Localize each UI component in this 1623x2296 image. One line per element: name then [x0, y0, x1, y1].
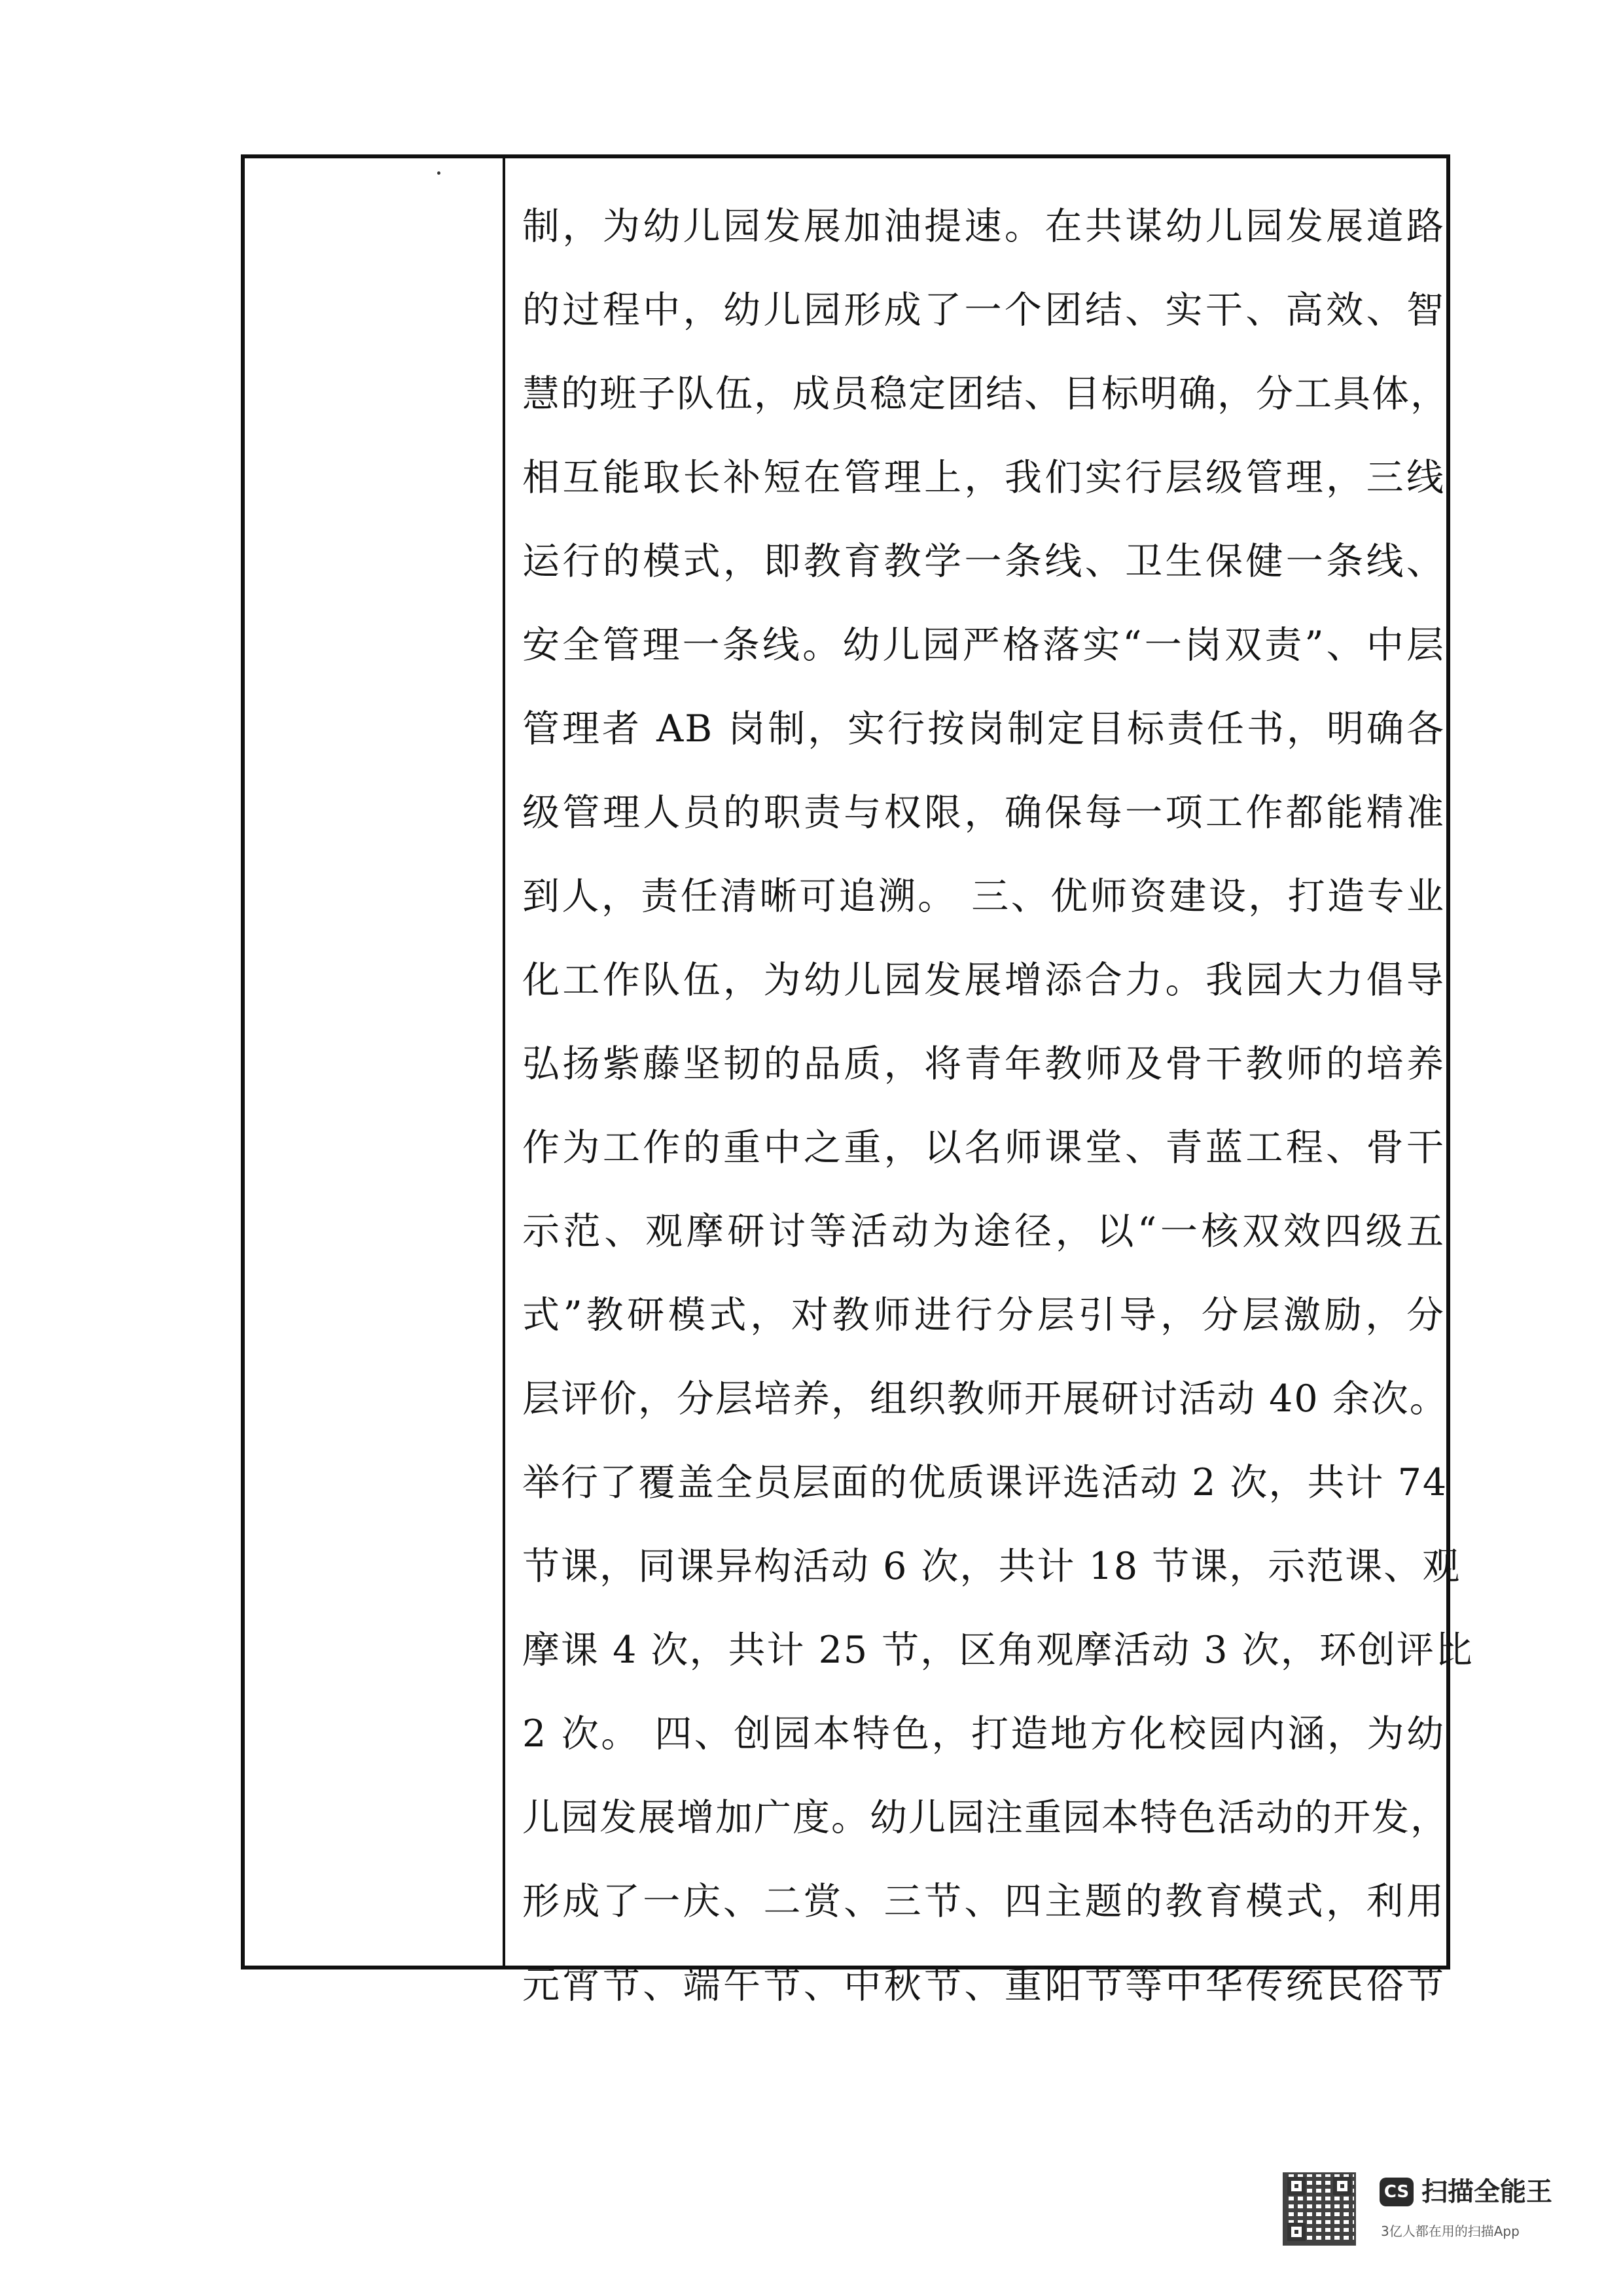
brand-name: 扫描全能王	[1421, 2177, 1552, 2207]
qr-code-icon	[1283, 2172, 1356, 2246]
text-line: 节课，同课异构活动 6 次，共计 18 节课，示范课、观	[522, 1545, 1461, 1588]
text-line: 管理者 AB 岗制，实行按岗制定目标责任书，明确各	[522, 707, 1445, 751]
text-line: 弘扬紫藤坚韧的品质，将青年教师及骨干教师的培养	[522, 1042, 1445, 1086]
text-line: 示范、观摩研讨等活动为途径，以“一核双效四级五	[522, 1210, 1445, 1253]
table-content-cell	[505, 158, 1474, 2007]
table-label-cell	[245, 158, 505, 1966]
body-paragraph	[522, 185, 1474, 2027]
text-line: 形成了一庆、二赏、三节、四主题的教育模式，利用	[522, 1880, 1445, 1923]
brand-tagline: 3亿人都在用的扫描App	[1381, 2223, 1520, 2239]
text-line: 式”教研模式，对教师进行分层引导，分层激励，分	[522, 1294, 1445, 1337]
text-line: 慧的班子队伍，成员稳定团结、目标明确，分工具体，	[522, 372, 1449, 415]
text-line: 制，为幼儿园发展加油提速。在共谋幼儿园发展道路	[522, 205, 1445, 248]
text-line: 元宵节、端午节、中秋节、重阳节等中华传统民俗节	[522, 1964, 1445, 2007]
text-line: 的过程中，幼儿园形成了一个团结、实干、高效、智	[522, 289, 1445, 332]
text-line: 儿园发展增加广度。幼儿园注重园本特色活动的开发，	[522, 1796, 1449, 1839]
text-line: 层评价，分层培养，组织教师开展研讨活动 40 余次。	[522, 1377, 1448, 1421]
text-line: 作为工作的重中之重，以名师课堂、青蓝工程、骨干	[522, 1126, 1445, 1169]
text-line: 摩课 4 次，共计 25 节，区角观摩活动 3 次，环创评比	[522, 1629, 1474, 1672]
text-line: 2 次。 四、创园本特色，打造地方化校园内涵，为幼	[522, 1712, 1445, 1756]
text-line: 举行了覆盖全员层面的优质课评选活动 2 次，共计 74	[522, 1461, 1448, 1504]
text-line: 到人，责任清晰可追溯。 三、优师资建设，打造专业	[522, 875, 1445, 918]
text-line: 安全管理一条线。幼儿园严格落实“一岗双责”、中层	[522, 624, 1445, 667]
scanner-watermark	[1283, 2172, 1610, 2277]
text-line: 运行的模式，即教育教学一条线、卫生保健一条线、	[522, 540, 1445, 583]
camscanner-logo-icon: CS	[1380, 2178, 1414, 2206]
text-line: 级管理人员的职责与权限，确保每一项工作都能精准	[522, 791, 1445, 834]
form-table	[241, 154, 1474, 2007]
text-line: 化工作队伍，为幼儿园发展增添合力。我园大力倡导	[522, 959, 1445, 1002]
text-line: 相互能取长补短在管理上，我们实行层级管理，三线	[522, 456, 1445, 499]
